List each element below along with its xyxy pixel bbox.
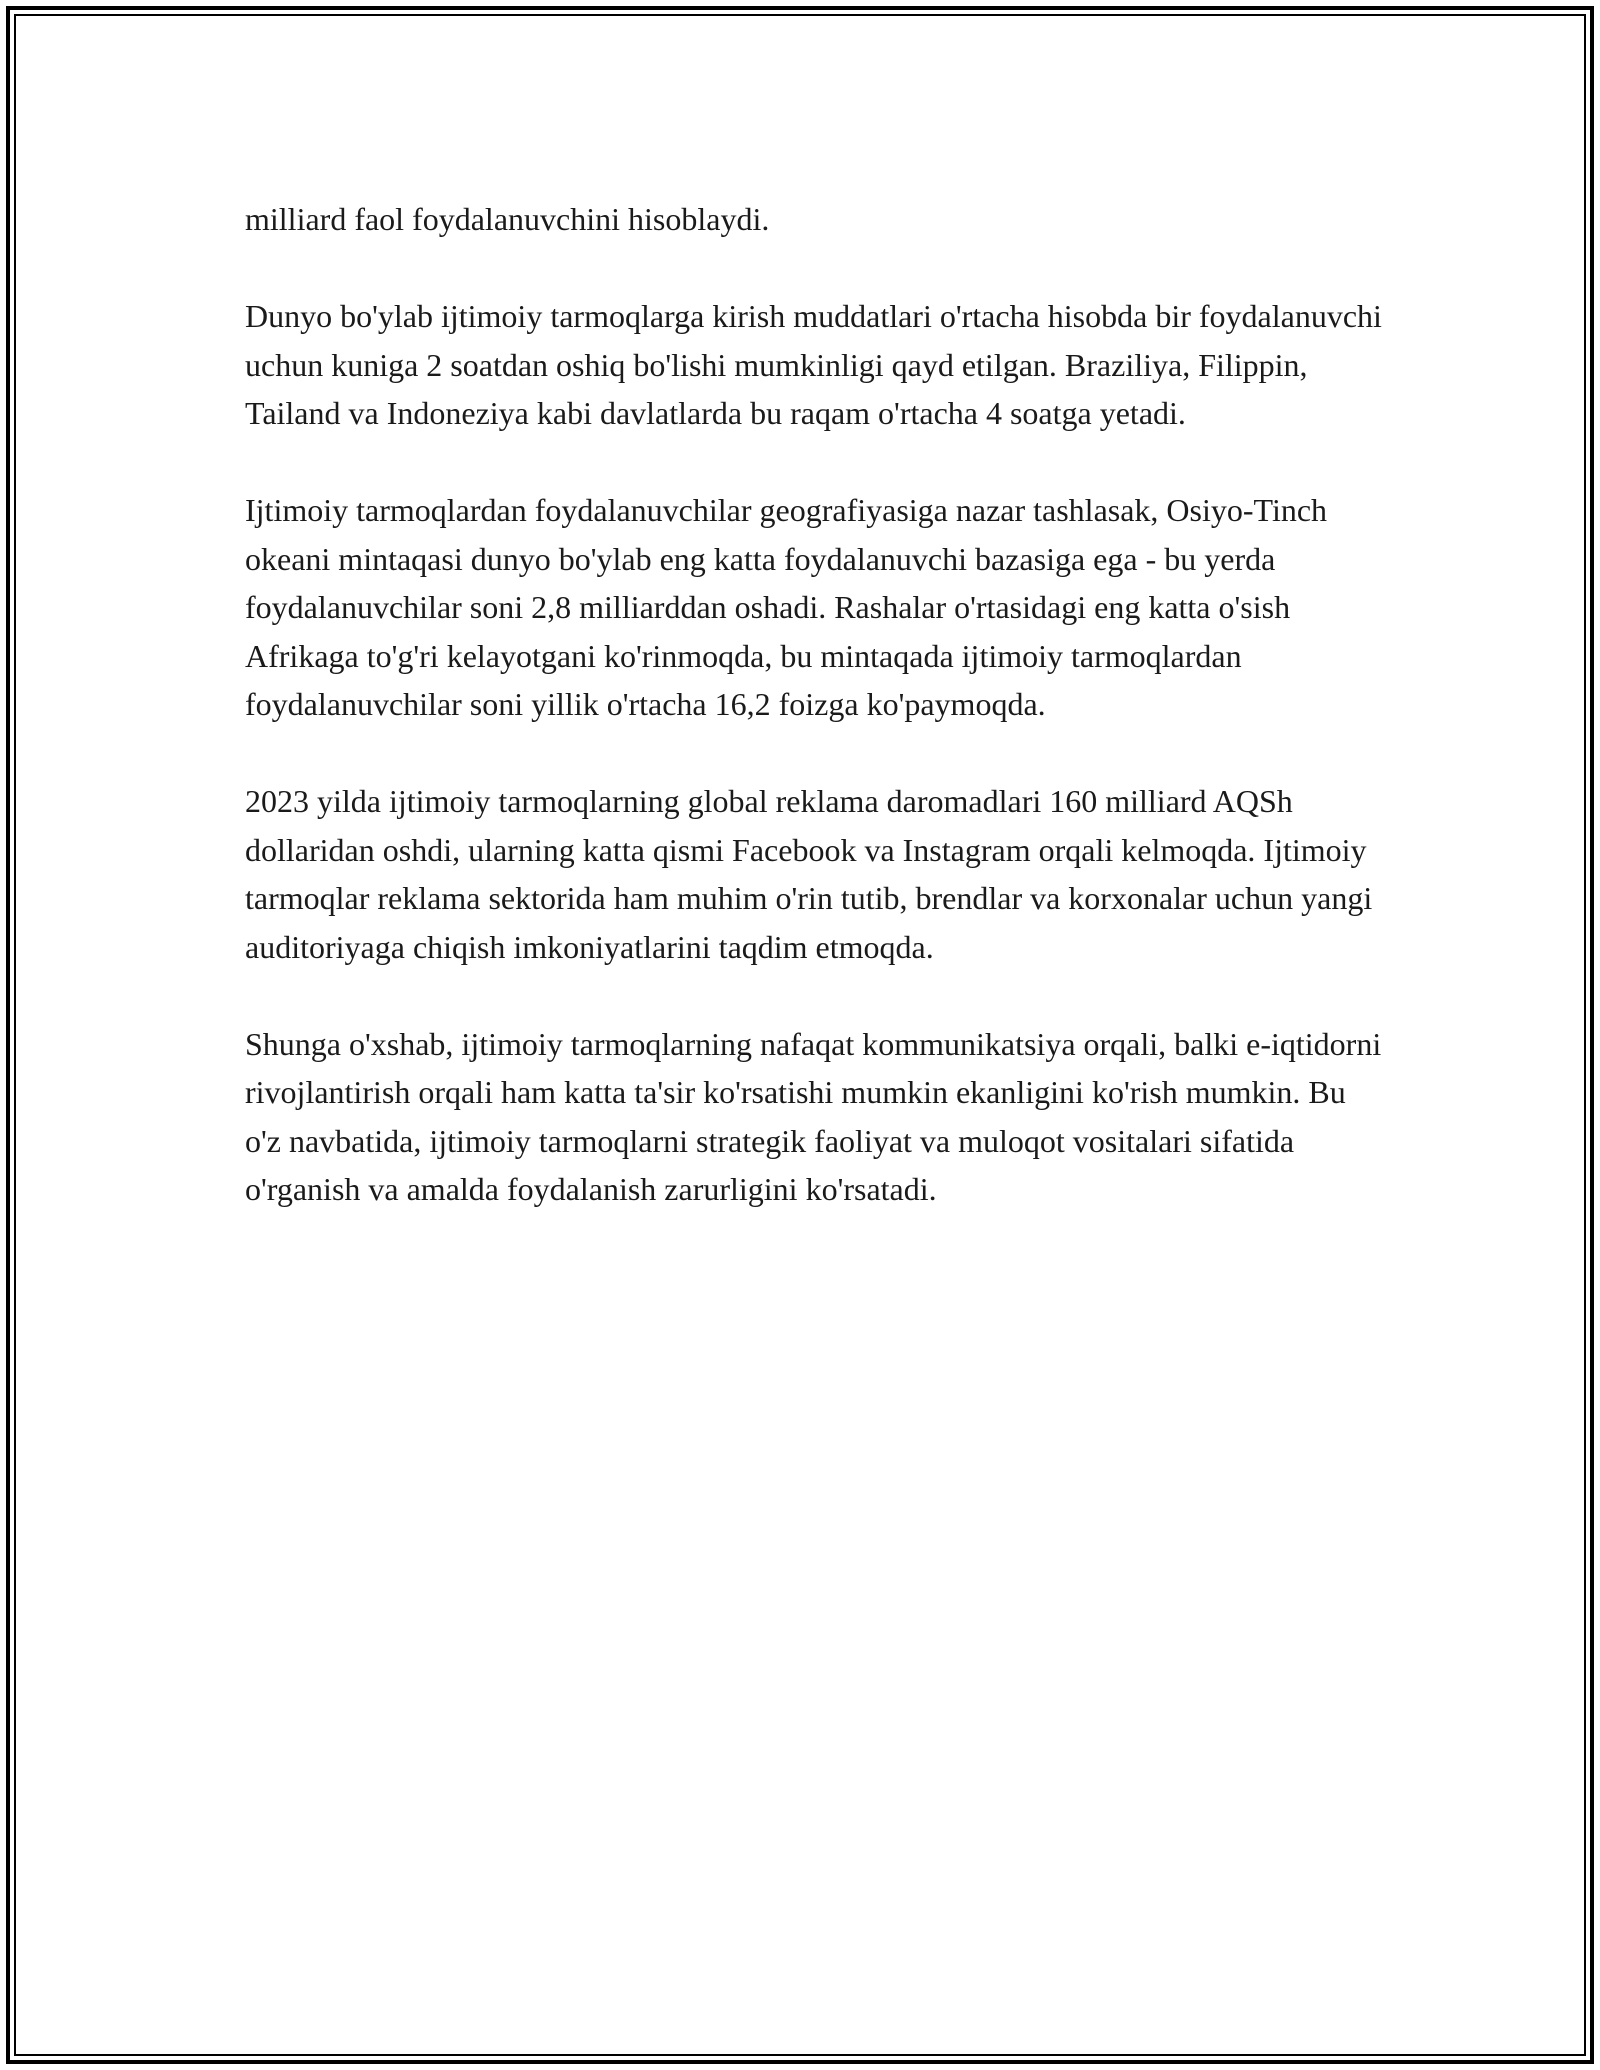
document-body	[245, 195, 1385, 1262]
paragraph-3: Ijtimoiy tarmoqlardan foydalanuvchilar geografiyasiga nazar tashlasak, Osiyo-Tinch okeani mintaqasi dunyo bo'ylab eng katta foydalanuvchi bazasiga ega - bu yerda foydalanuvchilar soni 2,8 milliarddan oshadi. Rashalar o'rtasidagi eng katta o'sish Afrikaga to'g'ri kelayotgani ko'rinmoqda, bu mintaqada ijtimoiy tarmoqlardan foydalanuvchilar soni yillik o'rtacha 16,2 foizga ko'paymoqda.	[245, 492, 1328, 722]
paragraph-2: Dunyo bo'ylab ijtimoiy tarmoqlarga kirish muddatlari o'rtacha hisobda bir foydalanuvchi uchun kuniga 2 soatdan oshiq bo'lishi mumkinligi qayd etilgan. Braziliya, Filippin, Tailand va Indoneziya kabi davlatlarda bu raqam o'rtacha 4 soatga yetadi.	[245, 298, 1382, 431]
paragraph-1: milliard faol foydalanuvchini hisoblaydi.	[245, 201, 770, 237]
page-border-outer	[6, 6, 1594, 2064]
paragraph-4: 2023 yilda ijtimoiy tarmoqlarning global reklama daromadlari 160 milliard AQSh dollaridan oshdi, ularning katta qismi Facebook va Instagram orqali kelmoqda. Ijtimoiy tarmoqlar reklama sektorida ham muhim o'rin tutib, brendlar va korxonalar uchun yangi auditoriyaga chiqish imkoniyatlarini taqdim etmoqda.	[245, 783, 1373, 965]
paragraph-5: Shunga o'xshab, ijtimoiy tarmoqlarning nafaqat kommunikatsiya orqali, balki e-iqtidorni rivojlantirish orqali ham katta ta'sir ko'rsatishi mumkin ekanligini ko'rish mumkin. Bu o'z navbatida, ijtimoiy tarmoqlarni strategik faoliyat va muloqot vositalari sifatida o'rganish va amalda foydalanish zarurligini ko'rsatadi.	[245, 1025, 1382, 1207]
